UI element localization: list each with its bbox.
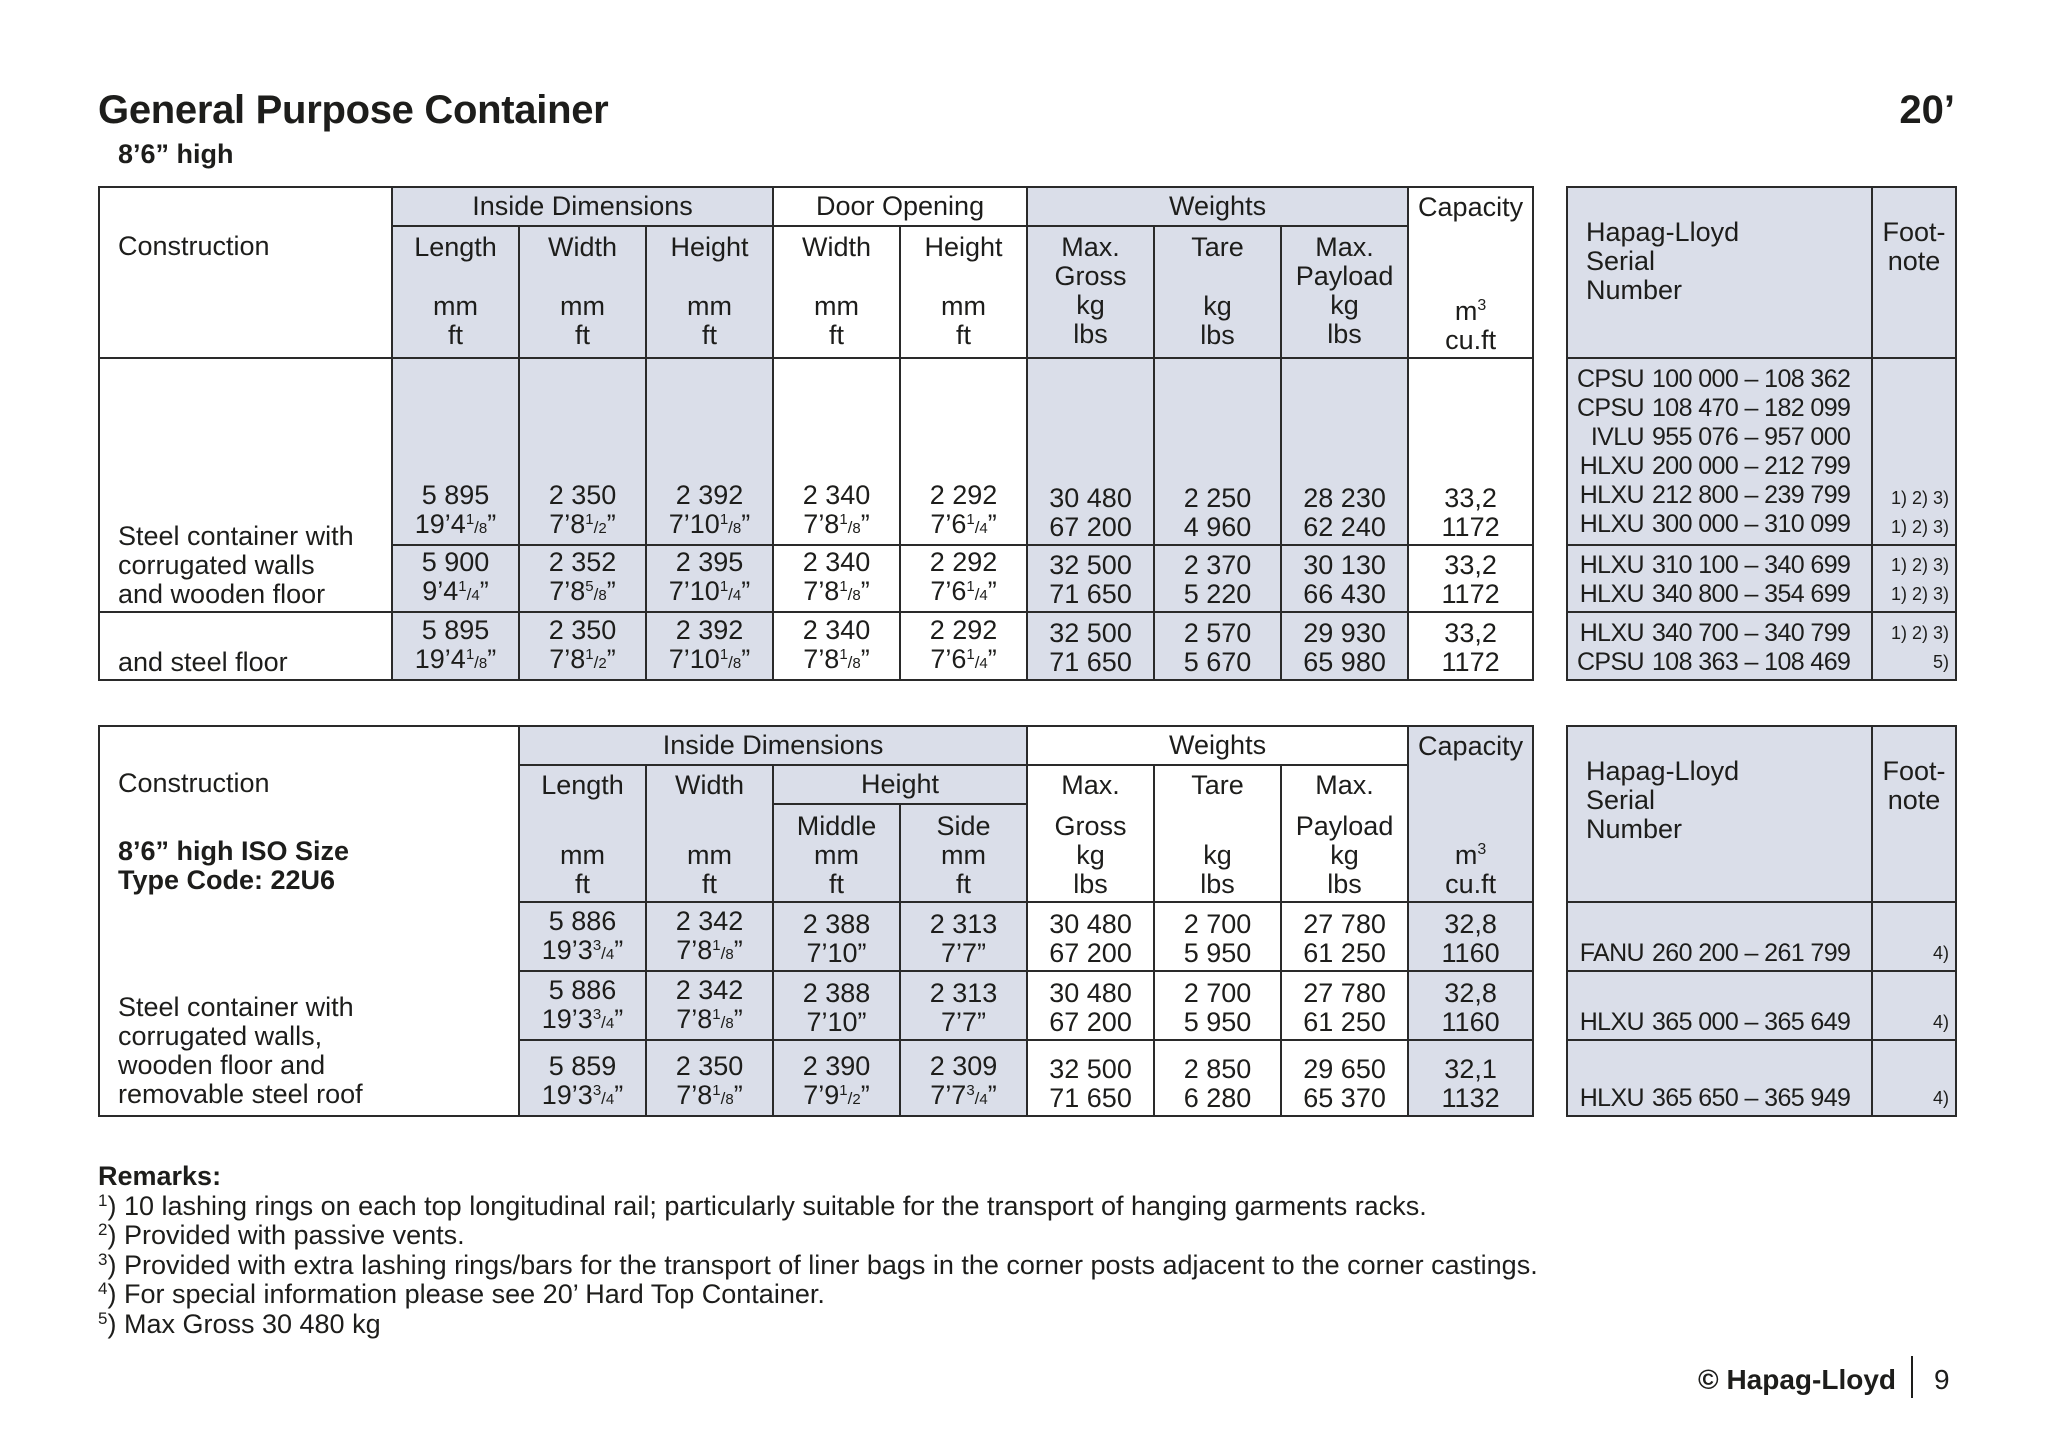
serial-line: HLXU 365 650 – 365 949 (1579, 1084, 1851, 1112)
type-code: Type Code: 22U6 (118, 865, 336, 895)
height-col-header: Height (773, 765, 1027, 804)
length-units: mm ft (519, 804, 646, 902)
serial-line: CPSU 100 000 – 108 362 (1576, 365, 1851, 393)
door-width-col-header: Width mm ft (773, 226, 900, 358)
serial-group (1567, 545, 1872, 612)
tare-col-header: Tare (1154, 765, 1281, 804)
table-cell: 2 850 6 280 (1154, 1040, 1281, 1116)
table-cell: 2 340 $7’8^1/8$” (773, 612, 900, 680)
serial-line: HLXU 212 800 – 239 799 (1579, 481, 1851, 509)
height-col-header: Height mm ft (646, 226, 773, 358)
max-gross-col-header: Max. Gross kg lbs (1027, 226, 1154, 358)
table-cell: 2 352 $7’8^5/8$” (519, 545, 646, 612)
table-cell: 33,2 1172 (1408, 612, 1533, 680)
page-number: 9 (1934, 1364, 1950, 1395)
table-cell: 27 780 61 250 (1281, 902, 1408, 971)
table-cell: 29 930 65 980 (1281, 612, 1408, 680)
construction-header (99, 187, 392, 358)
payload-units: Payload kg lbs (1281, 804, 1408, 902)
footnote-cell: 1) 2) 3) 1) 2) 3) (1872, 545, 1956, 612)
width-units: mm ft (646, 804, 773, 902)
table-cell: 5 859 $19’3^3/4$” (519, 1040, 646, 1116)
table-cell: 2 313 7’7” (900, 902, 1027, 971)
table-cell: 2 388 7’10” (773, 902, 900, 971)
table-cell: 32,1 1132 (1408, 1040, 1533, 1116)
construction-header-2 (99, 726, 519, 902)
remark-item: $^3$) Provided with extra lashing rings/bars for the transport of liner bags in the corner posts adjacent to the corner castings. (98, 1249, 1538, 1280)
serial-number-header: Hapag-Lloyd Serial Number (1567, 187, 1872, 358)
capacity-header: Capacity (1408, 187, 1533, 226)
table-cell: 30 480 67 200 (1027, 971, 1154, 1040)
table-cell: 30 480 67 200 (1027, 902, 1154, 971)
serial-group (1567, 971, 1872, 1040)
table-cell: 33,2 1172 (1408, 358, 1533, 545)
table-cell: 2 340 $7’8^1/8$” (773, 545, 900, 612)
table-cell: 5 900 $9’4^1/4$” (392, 545, 519, 612)
serial-group (1567, 902, 1872, 971)
max-payload-col-header: Max. (1281, 765, 1408, 804)
capacity-header: Capacity (1408, 726, 1533, 765)
serial-line: HLXU 340 800 – 354 699 (1579, 580, 1851, 608)
serial-line: HLXU 200 000 – 212 799 (1579, 452, 1851, 480)
table-cell: 2 292 $7’6^1/4$” (900, 358, 1027, 545)
remark-item: $^4$) For special information please see 20’ Hard Top Container. (98, 1279, 825, 1309)
table-cell: 2 340 $7’8^1/8$” (773, 358, 900, 545)
spec-table-8ft6-high (98, 139, 1534, 681)
construction-desc-steel-floor: and steel floor (99, 612, 392, 680)
table-cell: 2 392 $7’10^1/8$” (646, 358, 773, 545)
table-cell: 2 292 $7’6^1/4$” (900, 545, 1027, 612)
construction-desc: 8’6” high Steel container with corrugated walls and wooden floor (99, 358, 392, 612)
weights-header: Weights (1027, 726, 1408, 765)
capacity-spacer (1408, 765, 1533, 804)
table-cell: 30 130 66 430 (1281, 545, 1408, 612)
length-col-header: Length mm ft (392, 226, 519, 358)
table-cell: 2 350 $7’8^1/2$” (519, 612, 646, 680)
serial-line: HLXU 365 000 – 365 649 (1579, 1008, 1851, 1036)
table-cell: 2 350 $7’8^1/8$” (646, 1040, 773, 1116)
table-cell: 32 500 71 650 (1027, 545, 1154, 612)
footnote-cell: 1) 2) 3) 1) 2) 3) (1872, 358, 1956, 545)
serial-table-2 (1566, 725, 1957, 1117)
table-cell: 2 700 5 950 (1154, 971, 1281, 1040)
footnote-cell: 4) (1872, 971, 1956, 1040)
length-col-header: Length (519, 765, 646, 804)
page-title: General Purpose Container (98, 88, 609, 132)
inside-dimensions-header: Inside Dimensions (519, 726, 1027, 765)
serial-group (1567, 1040, 1872, 1116)
footer-divider (1911, 1356, 1913, 1398)
tare-col-header: Tare kg lbs (1154, 226, 1281, 358)
construction-label: Construction (118, 768, 270, 798)
table-cell: 5 895 $19’4^1/8$” (392, 358, 519, 545)
capacity-units: $m^3$ cu.ft (1408, 804, 1533, 902)
inside-dimensions-header: Inside Dimensions (392, 187, 773, 226)
container-size: 20’ (1899, 88, 1955, 132)
serial-line: FANU 260 200 – 261 799 (1579, 939, 1851, 967)
table-cell: 2 392 $7’10^1/8$” (646, 612, 773, 680)
table-cell: 27 780 61 250 (1281, 971, 1408, 1040)
table-cell: 33,2 1172 (1408, 545, 1533, 612)
construction-subtitle: 8’6” high (118, 139, 234, 169)
footnote-cell: 4) (1872, 902, 1956, 971)
footnote-cell: 1) 2) 3) 5) (1872, 612, 1956, 680)
door-height-col-header: Height mm ft (900, 226, 1027, 358)
table-cell: 29 650 65 370 (1281, 1040, 1408, 1116)
remarks (98, 1162, 1538, 1339)
footer-brand: © Hapag-Lloyd (1698, 1364, 1896, 1395)
serial-line: CPSU 108 470 – 182 099 (1576, 394, 1851, 422)
construction-desc-2: Steel container with corrugated walls, wooden floor and removable steel roof (99, 902, 519, 1116)
side-col-header: Side mm ft (900, 804, 1027, 902)
remark-item: $^1$) 10 lashing rings on each top longitudinal rail; particularly suitable for the transport of hanging garments racks. (98, 1190, 1427, 1221)
gross-units: Gross kg lbs (1027, 804, 1154, 902)
table-cell: 2 395 $7’10^1/4$” (646, 545, 773, 612)
serial-group (1567, 358, 1872, 545)
serial-table-1 (1566, 186, 1957, 681)
table-cell: 2 292 $7’6^1/4$” (900, 612, 1027, 680)
table-cell: 2 313 7’7” (900, 971, 1027, 1040)
door-opening-header: Door Opening (773, 187, 1027, 226)
table-cell: 32 500 71 650 (1027, 1040, 1154, 1116)
serial-group (1567, 612, 1872, 680)
serial-line: CPSU 108 363 – 108 469 (1576, 648, 1851, 676)
capacity-col-header: $m^3$ cu.ft (1408, 226, 1533, 358)
table-cell: 32 500 71 650 (1027, 612, 1154, 680)
max-gross-col-header: Max. (1027, 765, 1154, 804)
max-payload-col-header: Max. Payload kg lbs (1281, 226, 1408, 358)
table-cell: 32,8 1160 (1408, 971, 1533, 1040)
serial-line: HLXU 300 000 – 310 099 (1579, 510, 1851, 538)
table-cell: 2 390 $7’9^1/2$” (773, 1040, 900, 1116)
table-cell: 2 309 $7’7^3/4$” (900, 1040, 1027, 1116)
table-cell: 2 370 5 220 (1154, 545, 1281, 612)
table-cell: 2 570 5 670 (1154, 612, 1281, 680)
serial-number-header: Hapag-Lloyd Serial Number (1567, 726, 1872, 902)
table-cell: 2 350 $7’8^1/2$” (519, 358, 646, 545)
table-cell: 2 388 7’10” (773, 971, 900, 1040)
table-cell: 28 230 62 240 (1281, 358, 1408, 545)
table-cell: 2 342 $7’8^1/8$” (646, 971, 773, 1040)
weights-header: Weights (1027, 187, 1408, 226)
table-cell: 5 886 $19’3^3/4$” (519, 971, 646, 1040)
width-col-header: Width (646, 765, 773, 804)
table-cell: 5 886 $19’3^3/4$” (519, 902, 646, 971)
footnote-header: Foot- note (1872, 726, 1956, 902)
table-cell: 2 700 5 950 (1154, 902, 1281, 971)
construction-subtitle: 8’6” high ISO Size (118, 836, 350, 866)
serial-line: IVLU 955 076 – 957 000 (1590, 423, 1851, 451)
table-cell: 2 250 4 960 (1154, 358, 1281, 545)
remarks-title: Remarks: (98, 1161, 222, 1191)
footnote-header: Foot- note (1872, 187, 1956, 358)
construction-label: Construction (118, 231, 270, 261)
remark-item: $^5$) Max Gross 30 480 kg (98, 1308, 381, 1339)
spec-table-22u6 (98, 725, 1534, 1117)
table-cell: 5 895 $19’4^1/8$” (392, 612, 519, 680)
remark-item: $^2$) Provided with passive vents. (98, 1220, 465, 1250)
table-cell: 30 480 67 200 (1027, 358, 1154, 545)
table-cell: 32,8 1160 (1408, 902, 1533, 971)
width-col-header: Width mm ft (519, 226, 646, 358)
serial-line: HLXU 310 100 – 340 699 (1579, 551, 1851, 579)
serial-line: HLXU 340 700 – 340 799 (1579, 619, 1851, 647)
tare-units: kg lbs (1154, 804, 1281, 902)
footnote-cell: 4) (1872, 1040, 1956, 1116)
table-cell: 2 342 $7’8^1/8$” (646, 902, 773, 971)
middle-col-header: Middle mm ft (773, 804, 900, 902)
